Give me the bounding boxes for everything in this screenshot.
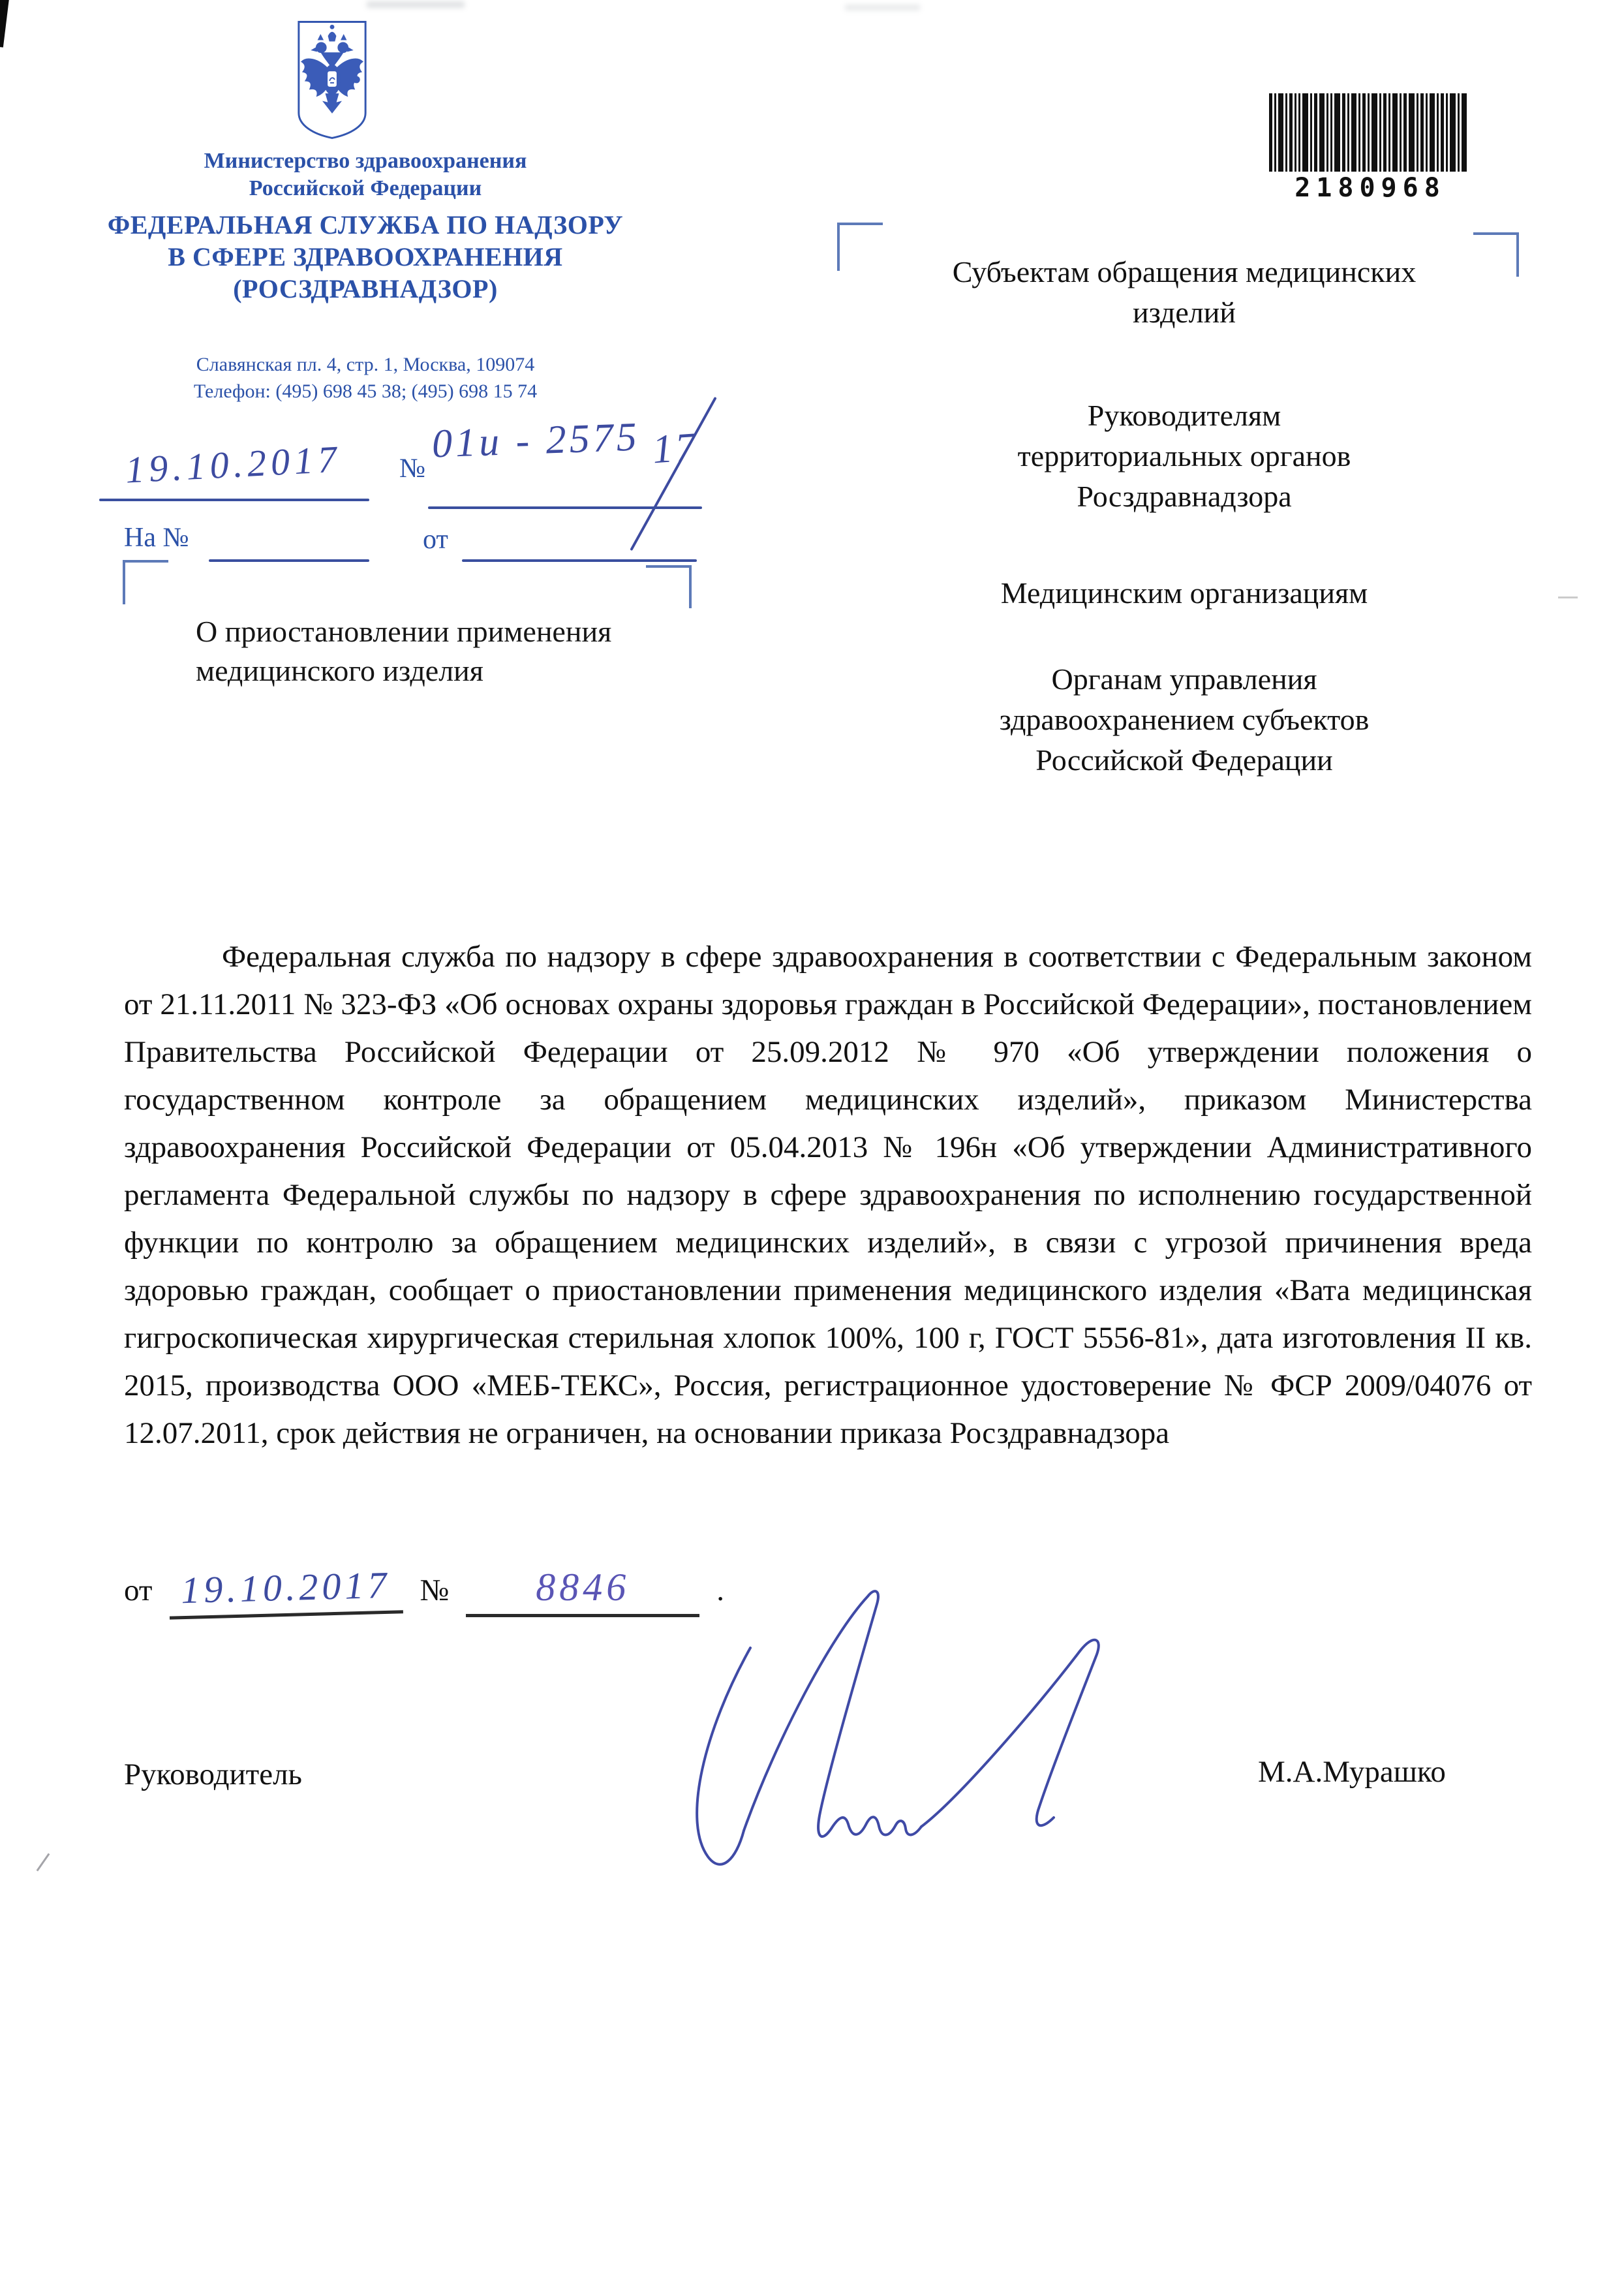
scan-edge-artifact xyxy=(0,0,10,48)
outgoing-number-handwritten: 01и - 2575 xyxy=(431,414,641,467)
signer-name: М.А.Мурашко xyxy=(1258,1755,1446,1789)
registration-barcode xyxy=(1269,93,1471,203)
letter-subject: О приостановлении применения медицинского изделия xyxy=(196,615,612,687)
reply-date-blank-underline xyxy=(462,559,697,562)
service-name xyxy=(62,209,669,305)
recipient-block xyxy=(819,252,1550,781)
recipient-item: Медицинским организациям xyxy=(1000,576,1368,610)
phone-numbers: Телефон: (495) 698 45 38; (495) 698 15 74 xyxy=(193,380,538,402)
service-line3: (РОСЗДРАВНАДЗОР) xyxy=(233,274,498,303)
service-line2: В СФЕРЕ ЗДРАВООХРАНЕНИЯ xyxy=(168,242,563,271)
closing-number-sign-label: № xyxy=(420,1573,450,1607)
order-date-handwritten: 19.10.2017 xyxy=(168,1562,403,1619)
recipient-item: Руководителям территориальных органов Росздравнадзора xyxy=(1017,399,1351,513)
barcode-bars xyxy=(1269,93,1470,172)
outgoing-number-suffix-handwritten: 17 xyxy=(651,424,700,472)
scan-smudge xyxy=(367,1,465,8)
reply-to-label: На № xyxy=(124,523,189,553)
number-underline xyxy=(428,506,702,509)
service-line1: ФЕДЕРАЛЬНАЯ СЛУЖБА ПО НАДЗОРУ xyxy=(107,210,624,240)
russian-coat-of-arms-icon xyxy=(294,17,371,142)
closing-period: . xyxy=(716,1573,725,1607)
contact-block xyxy=(62,351,669,405)
closing-from-label: от xyxy=(124,1573,153,1607)
handwritten-slash-stroke xyxy=(630,397,716,551)
handwritten-signature-icon xyxy=(652,1586,1161,1893)
outgoing-date-handwritten: 19.10.2017 xyxy=(124,437,343,491)
barcode-number: 2180968 xyxy=(1295,173,1446,203)
subject-corner-mark-top-right xyxy=(646,565,692,608)
signer-title: Руководитель xyxy=(124,1758,302,1791)
postal-address: Славянская пл. 4, стр. 1, Москва, 109074 xyxy=(196,354,535,375)
recipient-item: Субъектам обращения медицинских изделий xyxy=(952,255,1417,329)
scan-smudge xyxy=(845,5,920,10)
reply-from-label: от xyxy=(423,525,448,555)
ministry-name xyxy=(62,147,669,202)
subject-corner-mark-top-left xyxy=(123,560,168,604)
date-underline xyxy=(99,499,369,501)
letter-body-paragraph: Федеральная служба по надзору в сфере здравоохранения в соответствии с Федеральным законом от 21.11.2011 № 323-ФЗ «Об основах охраны здоровья граждан в Российской Федерации», постановлением Правительства Российской Федерации от 25.09.2012 № 970 «Об утверждении положения о государственном контроле за обращением медицинских изделий», приказом Министерства здравоохранения Российской Федерации от 05.04.2013 № 196н «Об утверждении Административного регламента Федеральной службы по надзору в сфере здравоохранения по исполнению государственной функции по контролю за обращением медицинских изделий», в связи с угрозой причинения вреда здоровью граждан, сообщает о приостановлении применения медицинского изделия «Вата медицинская гигроскопическая хирургическая стерильная хлопок 100%, 100 г, ГОСТ 5556-81», дата изготовления II кв. 2015, производства ООО «МЕБ-ТЕКС», Россия, регистрационное удостоверение № ФСР 2009/04076 от 12.07.2011, срок действия не ограничен, на основании приказа Росздравнадзора xyxy=(124,940,1532,1450)
recipient-item: Органам управления здравоохранением субъектов Российской Федерации xyxy=(999,662,1370,777)
scan-margin-dash xyxy=(1558,596,1578,598)
ministry-line2: Российской Федерации xyxy=(249,176,482,200)
stray-pen-mark xyxy=(37,1853,50,1872)
reply-number-blank-underline xyxy=(209,559,369,562)
order-number-handwritten: 8846 xyxy=(466,1565,699,1617)
number-sign-label: № xyxy=(399,454,426,484)
ministry-line1: Министерство здравоохранения xyxy=(204,149,527,173)
